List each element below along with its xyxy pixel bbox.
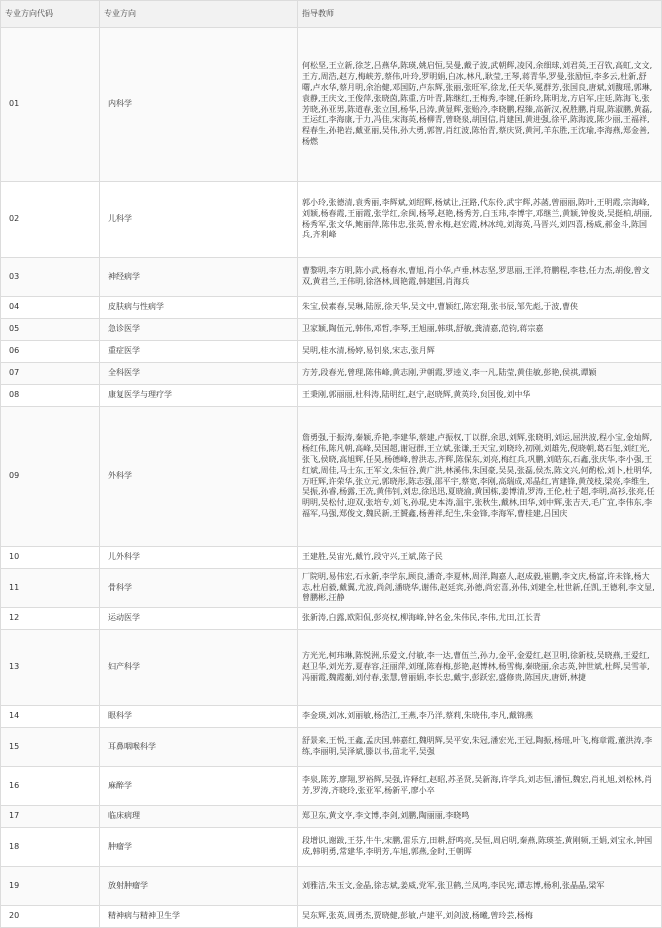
row-code: 13 xyxy=(1,630,100,706)
table-row xyxy=(1,906,662,928)
row-teachers: 郭小玲,张德清,袁秀丽,李辉斌,刘绍辉,杨斌让,汪路,代东伶,武宇辉,苏菡,曾丽丽,陈叶,王明霞,宗海峰,刘颖,杨春霞,王丽霞,张学红,余闽,杨琴,赵艳,杨秀芳,白玉玮,李博宇,邓继兰,黄颖,钟俊炎,吴挺柏,胡丽,杨秀军,张文华,鲍丽萍,陈伟忠,张英,曾永梅,赵宏霞,林冰纯,刘海英,马晋兴,刘四喜,杨威,郝金斗,陈国兵,齐利峰 xyxy=(298,182,662,258)
header-direction: 专业方向 xyxy=(100,1,298,28)
row-direction: 眼科学 xyxy=(100,706,298,728)
row-direction: 康复医学与理疗学 xyxy=(100,385,298,407)
table-body xyxy=(1,28,662,928)
row-direction: 神经病学 xyxy=(100,258,298,297)
row-teachers: 刘雅洁,朱玉文,金晶,徐志斌,姜威,党军,张卫鹤,兰凤鸣,李民宪,谭志博,杨利,张晶晶,梁军 xyxy=(298,867,662,906)
table-row xyxy=(1,547,662,569)
table-row xyxy=(1,407,662,547)
row-teachers: 李泉,陈芳,廖翔,罗裕辉,吴强,许释红,赵昭,苏圣贤,吴新海,许学兵,刘志恒,潘恒,魏宏,肖礼旭,刘松林,肖芳,罗涛,齐晓玲,张亚军,杨新平,廖小卒 xyxy=(298,767,662,806)
row-direction: 急诊医学 xyxy=(100,319,298,341)
table-row xyxy=(1,608,662,630)
row-direction: 全科医学 xyxy=(100,363,298,385)
table-row xyxy=(1,319,662,341)
row-direction: 临床病理 xyxy=(100,806,298,828)
row-teachers: 朱宝,侯素春,吴琳,陆原,徐天华,吴文中,曹颖红,陈宏翔,张书辰,邹先彪,于波,曹侠 xyxy=(298,297,662,319)
row-teachers: 方光光,柯玮琳,陈悦洲,乐爱文,付敏,李一达,曹伍兰,孙力,金平,金爱红,赵卫明,徐新枝,吴晓燕,王爱红,赵卫华,刘光芳,夏春容,汪丽萍,刘瑾,陈春梅,彭艳,赵博林,杨雪梅,秦晓丽,余志英,钟世斌,杜辉,吴雪菲,冯丽霞,魏霞蘅,刘付春,张慧,曾丽娟,李长忠,戴宇,彭跃宏,盛修贵,陈国庆,唐妍,林捷 xyxy=(298,630,662,706)
row-direction: 运动医学 xyxy=(100,608,298,630)
table-row xyxy=(1,728,662,767)
row-direction: 麻醉学 xyxy=(100,767,298,806)
row-teachers: 郑卫东,黄文亨,李文博,李剑,刘鹏,陶丽丽,李晓鸣 xyxy=(298,806,662,828)
row-code: 20 xyxy=(1,906,100,928)
table-row xyxy=(1,767,662,806)
table-row xyxy=(1,363,662,385)
row-direction: 内科学 xyxy=(100,28,298,182)
row-teachers: 吴明,桂水清,杨婷,易钊泉,宋志,张月辉 xyxy=(298,341,662,363)
table-row xyxy=(1,182,662,258)
row-direction: 儿外科学 xyxy=(100,547,298,569)
row-code: 14 xyxy=(1,706,100,728)
row-direction: 儿科学 xyxy=(100,182,298,258)
row-teachers: 舒景来,王悦,王鑫,孟庆国,韩嘉红,魏明辉,吴平安,朱冠,潘宏光,王冠,陶振,杨瑶,叶飞,梅章霞,董洪涛,李练,李丽明,吴泽斌,滕以书,苗北平,吴强 xyxy=(298,728,662,767)
header-teachers: 指导教师 xyxy=(298,1,662,28)
row-teachers: 王秉刚,郭丽丽,杜科涛,陆明红,赵宁,赵晓辉,黄英玲,贠国俊,刘中华 xyxy=(298,385,662,407)
table-row xyxy=(1,806,662,828)
row-code: 17 xyxy=(1,806,100,828)
row-direction: 放射肿瘤学 xyxy=(100,867,298,906)
table-row xyxy=(1,385,662,407)
row-code: 09 xyxy=(1,407,100,547)
row-code: 01 xyxy=(1,28,100,182)
table-row xyxy=(1,630,662,706)
row-code: 06 xyxy=(1,341,100,363)
row-code: 02 xyxy=(1,182,100,258)
row-code: 18 xyxy=(1,828,100,867)
row-code: 03 xyxy=(1,258,100,297)
row-direction: 外科学 xyxy=(100,407,298,547)
table-row xyxy=(1,867,662,906)
row-code: 07 xyxy=(1,363,100,385)
row-teachers: 何松坚,王立新,徐芝,吕燕华,陈瑛,姚启恒,吴曼,戴子波,武朝辉,凌冈,余细球,刘君英,王召钦,高虹,文文,王方,周浩,赵方,梅峡芳,蔡伟,叶玲,罗明娟,白冰,林凡,耿莹,王琴,蒋青华,罗曼,张励恒,李多云,杜新,舒曙,卢水华,蔡月明,余治健,邓国防,卢东辉,张丽,张旺军,徐龙,任天华,冕群芳,张国良,唐斌,刘馥瑶,郭琳,袁静,王庆文,王俊萍,张晓茵,陈重,方叶青,陈继红,王梅秀,李键,任新玲,陈明龙,方启军,庄廷,陈海飞,张芳晓,孙亚男,陈道春,张立国,杨华,吕涛,黄显辉,张贻冷,李晓鹏,程臻,高新汉,祝胜鹏,肖琨,陈淑鹏,黄磊,王运红,李海康,于力,冯佳,宋海英,杨柳青,曾晓泉,胡国信,肖建国,黄进强,徐平,陈海波,陈少丽,王福祥,程春生,孙艳岩,戴亚丽,吴伟,孙大勇,郭智,肖红波,陈怡青,蔡庆贤,黄河,羊东胜,王沈瑜,李海燕,郑金善,杨燃 xyxy=(298,28,662,182)
row-code: 04 xyxy=(1,297,100,319)
table-header-row xyxy=(1,1,662,28)
row-teachers: 卫家颖,陶伍元,韩伟,邓哲,李琴,王旭丽,韩琪,舒敏,龚清嘉,范钧,蒋宗嘉 xyxy=(298,319,662,341)
row-teachers: 张新涛,白露,欧阳侃,彭亮权,柳海峰,钟名金,朱伟民,李伟,尤田,江长青 xyxy=(298,608,662,630)
row-code: 16 xyxy=(1,767,100,806)
row-teachers: 厂院明,易伟宏,石永新,李学东,顾良,潘奇,李夏林,周洋,陶嘉人,赵成毅,崔鹏,李文庆,杨富,许未锋,杨大志,杜启毅,戴翼,尤波,尚剑,潘晓华,谢伟,赵廷宾,孙德,尚宏喜,孙伟,刘建全,杜世新,任凯,王德利,李文显,曾鹏彬,汪静 xyxy=(298,569,662,608)
table-row xyxy=(1,297,662,319)
row-code: 19 xyxy=(1,867,100,906)
header-code: 专业方向代码 xyxy=(1,1,100,28)
table-row xyxy=(1,706,662,728)
row-teachers: 段增识,谢跋,王芬,牛牛,宋鹏,雷乐方,田耕,舒鸣亮,吴恒,周启明,秦燕,陈瑛荃,黄刚频,王娟,刘宝永,钟国成,韩明勇,常建华,李明芳,车旭,郭燕,金时,王朝晖 xyxy=(298,828,662,867)
row-direction: 妇产科学 xyxy=(100,630,298,706)
table-row xyxy=(1,569,662,608)
row-code: 08 xyxy=(1,385,100,407)
row-direction: 肿瘤学 xyxy=(100,828,298,867)
table-row xyxy=(1,341,662,363)
row-code: 15 xyxy=(1,728,100,767)
row-direction: 重症医学 xyxy=(100,341,298,363)
table-row xyxy=(1,28,662,182)
row-code: 11 xyxy=(1,569,100,608)
table-row xyxy=(1,828,662,867)
row-teachers: 王建胜,吴宙光,戴竹,段守兴,王斌,陈子民 xyxy=(298,547,662,569)
row-teachers: 詹勇强,于振涛,秦颖,乔艳,李建华,蔡建,卢振权,丁以群,余思,刘辉,张晓明,刘运,屈洪波,程小宝,金灿辉,杨红伟,陈凡朝,高峰,吴国超,谢冠群,王立斌,张谦,王天宝,刘晓玲,初刚,刘雄先,倪晓朝,葛石玺,刘红光,张飞,侯晓,高旭辉,任昊,杨德峰,曾洪志,齐辉,陈保东,刘亮,梅红兵,巩鹏,刘皓东,石鑫,张庆华,李小强,王红斌,周佳,马士东,王军文,朱恒谷,黄广洪,林溪伟,朱国豪,吴昊,张磊,侯杰,陈文兴,何酌松,刘卜,杜明华,万旺辉,许荣华,张立元,郭晓彤,陈志强,邵平宇,蔡宽,李刚,高瑞成,邓晶红,宵建锋,黄茂枝,梁亮,李维生,吴振,孙睿,杨露,王冼,黄伟钊,刘忠,徐迅迅,夏晓渝,黄国栋,姜博清,罗涛,王伦,杜子超,李明,高衫,张亮,任明明,吴松付,迎双,张培专,刘飞,孙琨,史本涛,温宇,张秋生,戴林,田华,刘中辉,张吉天,毛广宜,李伟东,李福军,马强,郑俊文,魏民新,王贇鑫,杨善祥,纪生,朱金锋,李海军,曹桂建,吕国庆 xyxy=(298,407,662,547)
row-direction: 精神病与精神卫生学 xyxy=(100,906,298,928)
row-direction: 皮肤病与性病学 xyxy=(100,297,298,319)
row-teachers: 吴东辉,张英,周勇杰,贾晓健,彭敏,卢建平,刘剑波,杨曦,曾玲芸,杨梅 xyxy=(298,906,662,928)
row-code: 12 xyxy=(1,608,100,630)
row-teachers: 方芳,段春光,曾理,陈伟峰,黄志刚,尹朝霞,罗逵义,李一凡,陆莹,黄佳敏,彭艳,侯祺,谭颖 xyxy=(298,363,662,385)
row-direction: 骨科学 xyxy=(100,569,298,608)
row-teachers: 曹黎明,李方明,陈小武,杨春水,曹旭,肖小华,卢垂,林志坚,罗思丽,王洋,符鹏程,李巷,任力杰,胡俊,曾文双,黄君兰,王伟明,徐洛林,周艳霞,韩建国,肖海兵 xyxy=(298,258,662,297)
row-direction: 耳鼻咽喉科学 xyxy=(100,728,298,767)
row-code: 10 xyxy=(1,547,100,569)
table-row xyxy=(1,258,662,297)
row-code: 05 xyxy=(1,319,100,341)
row-teachers: 李金瑛,刘冰,刘丽敏,杨浩江,王燕,李乃洋,蔡莉,朱晓伟,李凡,戴锦燕 xyxy=(298,706,662,728)
